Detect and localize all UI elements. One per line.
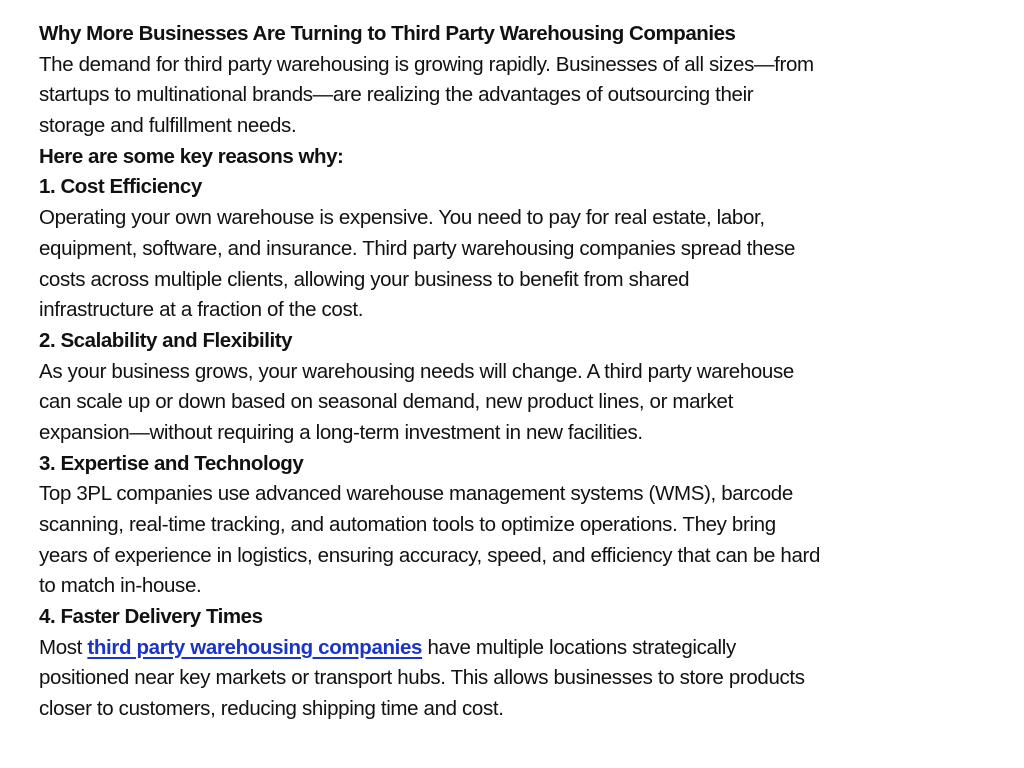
intro-line: storage and fulfillment needs. — [39, 114, 297, 138]
section-heading: 3. Expertise and Technology — [39, 451, 304, 475]
section-cost-efficiency — [39, 172, 984, 325]
paragraph-line: to match in-house. — [39, 574, 202, 598]
section-expertise — [39, 449, 984, 602]
section-scalability — [39, 326, 984, 449]
third-party-warehousing-link[interactable]: third party warehousing companies — [87, 635, 423, 659]
document-title: Why More Businesses Are Turning to Third Party Warehousing Companies — [39, 22, 736, 45]
paragraph-line: years of experience in logistics, ensuring accuracy, speed, and efficiency that can be hard — [39, 543, 821, 567]
section-faster-delivery — [39, 602, 984, 725]
intro-line: startups to multinational brands—are realizing the advantages of outsourcing their — [39, 83, 754, 107]
paragraph-line: positioned near key markets or transport hubs. This allows businesses to store products — [39, 666, 805, 690]
line-prefix: Most — [39, 635, 88, 659]
line-suffix: have multiple locations strategically — [422, 635, 736, 659]
paragraph-line: Top 3PL companies use advanced warehouse management systems (WMS), barcode — [39, 482, 793, 506]
paragraph-line: Operating your own warehouse is expensive. You need to pay for real estate, labor, — [39, 206, 765, 230]
section-heading: 1. Cost Efficiency — [39, 175, 202, 199]
paragraph-line: equipment, software, and insurance. Third party warehousing companies spread these — [39, 236, 796, 260]
intro-paragraph — [39, 50, 984, 142]
paragraph-line: closer to customers, reducing shipping time and cost. — [39, 697, 504, 721]
section-heading: 2. Scalability and Flexibility — [39, 328, 293, 352]
paragraph-line: costs across multiple clients, allowing your business to benefit from shared — [39, 267, 690, 291]
paragraph-line-with-link — [39, 633, 984, 664]
reasons-heading: Here are some key reasons why: — [39, 144, 344, 168]
paragraph-line: can scale up or down based on seasonal demand, new product lines, or market — [39, 390, 733, 414]
paragraph-line: scanning, real-time tracking, and automation tools to optimize operations. They bring — [39, 513, 776, 536]
intro-line: The demand for third party warehousing is growing rapidly. Businesses of all sizes—from — [39, 52, 814, 76]
paragraph-line: expansion—without requiring a long-term investment in new facilities. — [39, 420, 643, 444]
paragraph-line: infrastructure at a fraction of the cost. — [39, 298, 364, 322]
section-heading: 4. Faster Delivery Times — [39, 605, 263, 629]
paragraph-line: As your business grows, your warehousing needs will change. A third party warehouse — [39, 359, 794, 383]
